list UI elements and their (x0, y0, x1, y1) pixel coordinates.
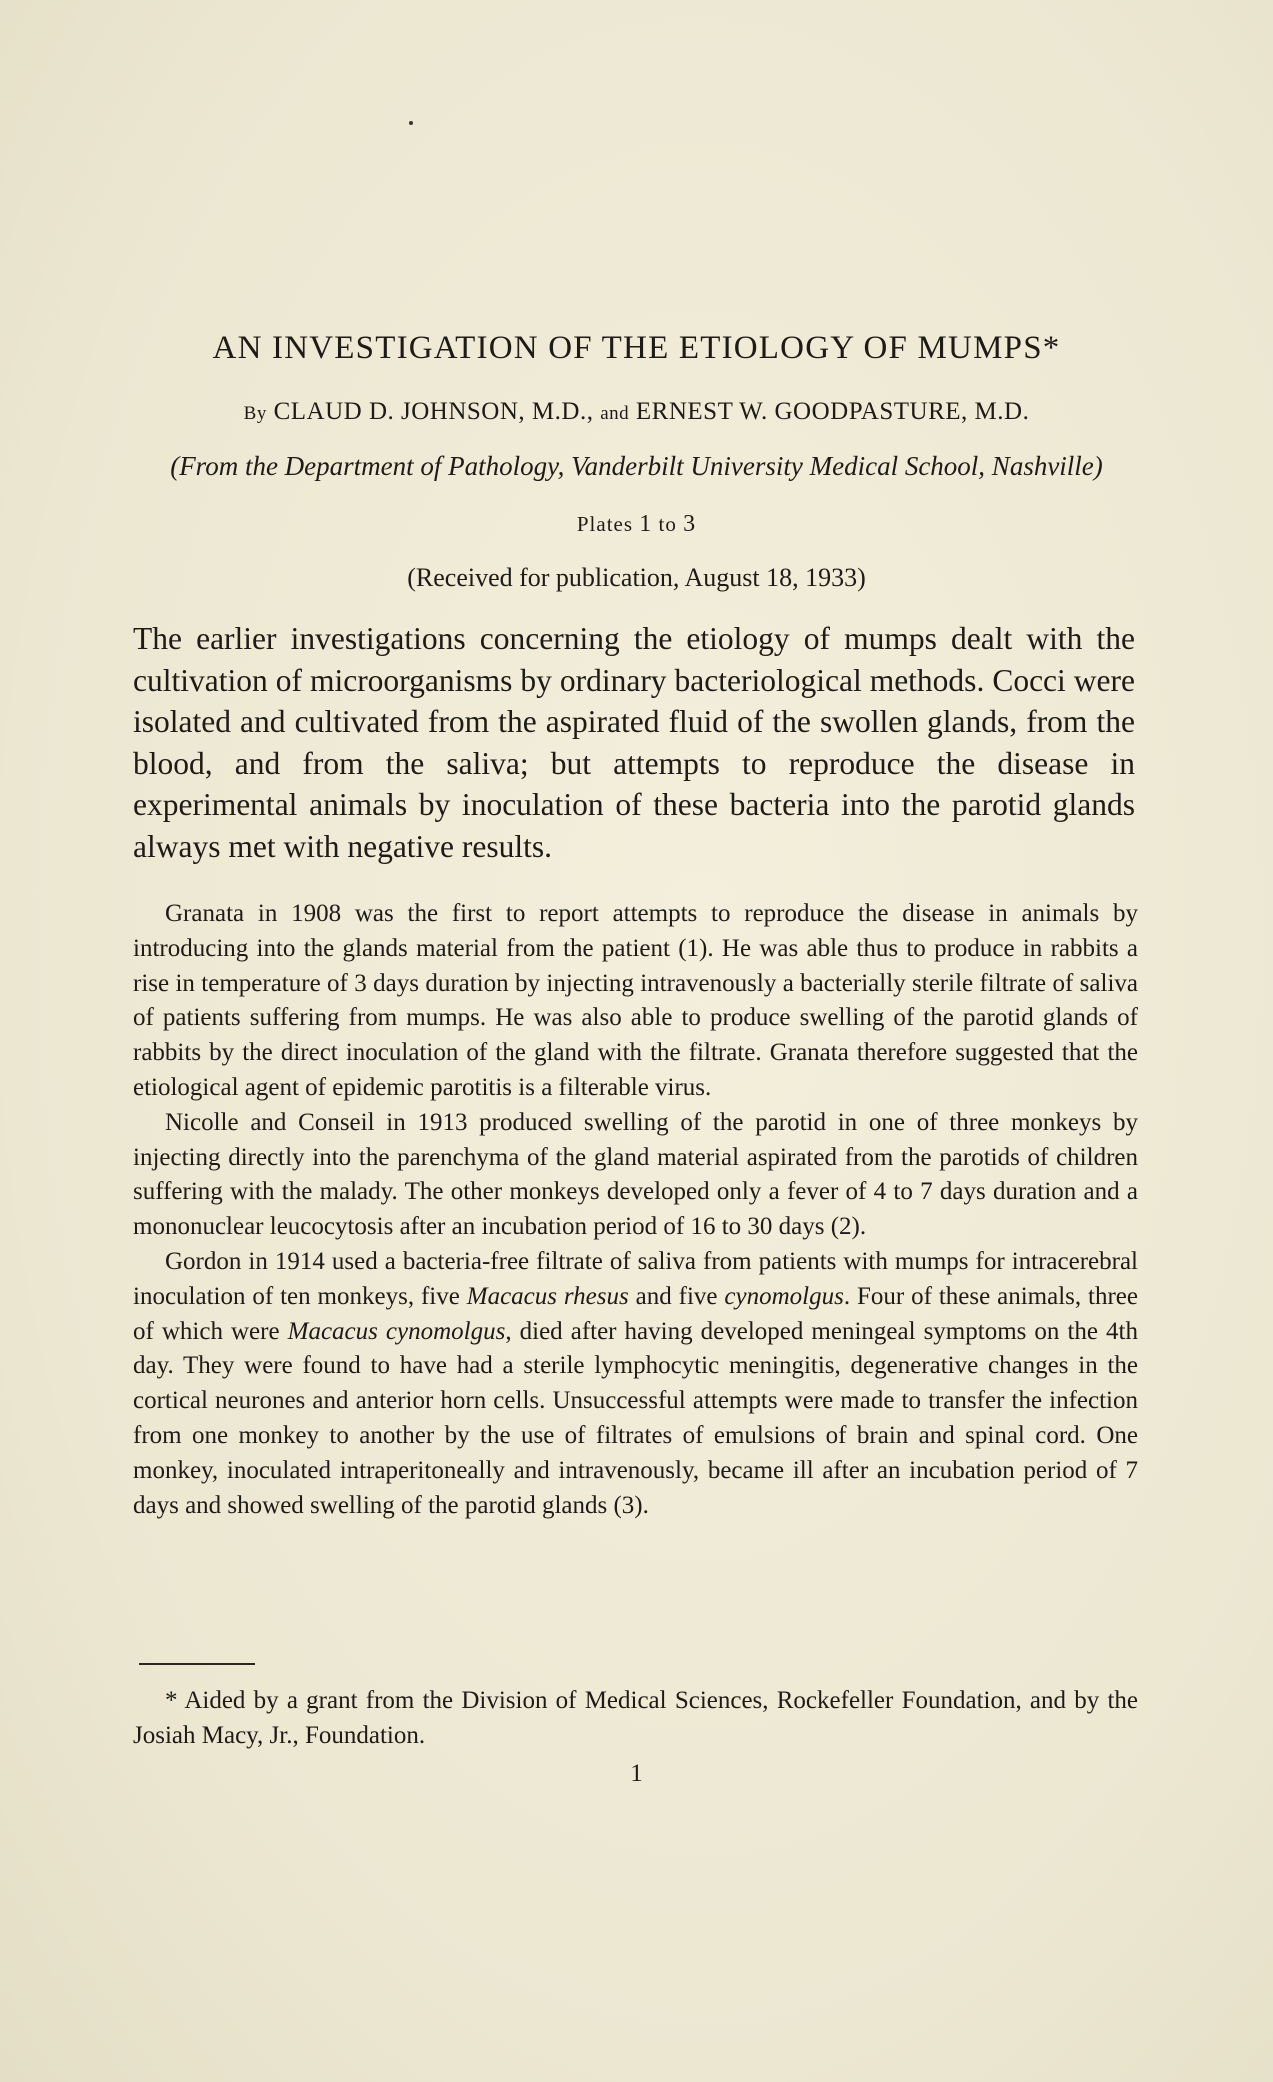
plates-first: 1 (639, 511, 653, 537)
p3-species-2: cynomolgus (724, 1282, 844, 1310)
footnote: * Aided by a grant from the Division of Medical Sciences, Rockefeller Foundation, and by the Josiah Macy, Jr., Foundation. (133, 1687, 1138, 1749)
page-number: 1 (630, 1760, 643, 1787)
p3-species-1: Macacus rhesus (466, 1282, 629, 1310)
article-body (133, 897, 1138, 1523)
affiliation: (From the Department of Pathology, Vanderbilt University Medical School, Nashville) (170, 451, 1103, 481)
body-paragraph-1: Granata in 1908 was the first to report attempts to reproduce the disease in animals by introducing into the glands material from the patient (1). He was able thus to produce in rabbits a rise in temperature of 3 days duration by injecting intravenously a bacterially sterile filtrate of saliva of patients suffering from mumps. He was also able to produce swelling of the parotid glands of rabbits by the direct inoculation of the gland with the filtrate. Granata therefore suggested that the etiological agent of epidemic parotitis is a filterable virus. (133, 900, 1138, 1101)
p3-text-g: , died after having developed meningeal symptoms on the 4th day. They were found to have had a sterile lymphocytic meningitis, degenerative changes in the cortical neurones and anterior horn cells. Unsuccessful attempts were made to transfer the infection from one monkey to another by the use of filtrates of emulsions of brain and spinal cord. One monkey, inoculated intraperitoneally and intravenously, became ill after an incubation period of 7 days and showed swelling of the parotid glands (3). (133, 1317, 1138, 1519)
p3-text-e: . Four of these animals, three of which were (133, 1282, 1139, 1345)
plates-word: Plates (576, 512, 634, 536)
plates-to: to (658, 512, 677, 536)
author-2: ERNEST W. GOODPASTURE, M.D. (635, 398, 1030, 425)
p3-text-c: and five (628, 1282, 725, 1310)
p3-text-a: Gordon in 1914 used a bacteria-free filtrate of saliva from patients with mumps for intracerebral inoculation of ten monkeys, five (133, 1247, 1138, 1310)
author-line (0, 398, 1273, 426)
body-paragraph-3 (133, 1245, 1138, 1523)
plates-line (0, 511, 1273, 538)
received-date: (Received for publication, August 18, 1933) (407, 563, 866, 592)
print-speck (409, 121, 413, 125)
footnote-rule (139, 1663, 255, 1665)
body-paragraph-2: Nicolle and Conseil in 1913 produced swelling of the parotid in one of three monkeys by injecting directly into the parenchyma of the gland material aspirated from the parotids of children suffering with the malady. The other monkeys developed only a fever of 4 to 7 days duration and a mononuclear leucocytosis after an incubation period of 16 to 30 days (2). (133, 1108, 1138, 1241)
plates-last: 3 (683, 511, 697, 537)
article-title: AN INVESTIGATION OF THE ETIOLOGY OF MUMPS* (212, 330, 1061, 366)
intro-paragraph: The earlier investigations concerning the etiology of mumps dealt with the cultivation of microorganisms by ordinary bacteriological methods. Cocci were isolated and cultivated from the aspirated fluid of the swollen glands, from the blood, and from the saliva; but attempts to reproduce the disease in experimental animals by inoculation of these bacteria into the parotid glands always met with negative results. (133, 621, 1135, 864)
author-and: and (600, 403, 630, 424)
author-by: By (243, 403, 267, 424)
p3-species-3: Macacus cynomolgus (287, 1317, 506, 1345)
author-1: CLAUD D. JOHNSON, M.D., (273, 398, 594, 425)
